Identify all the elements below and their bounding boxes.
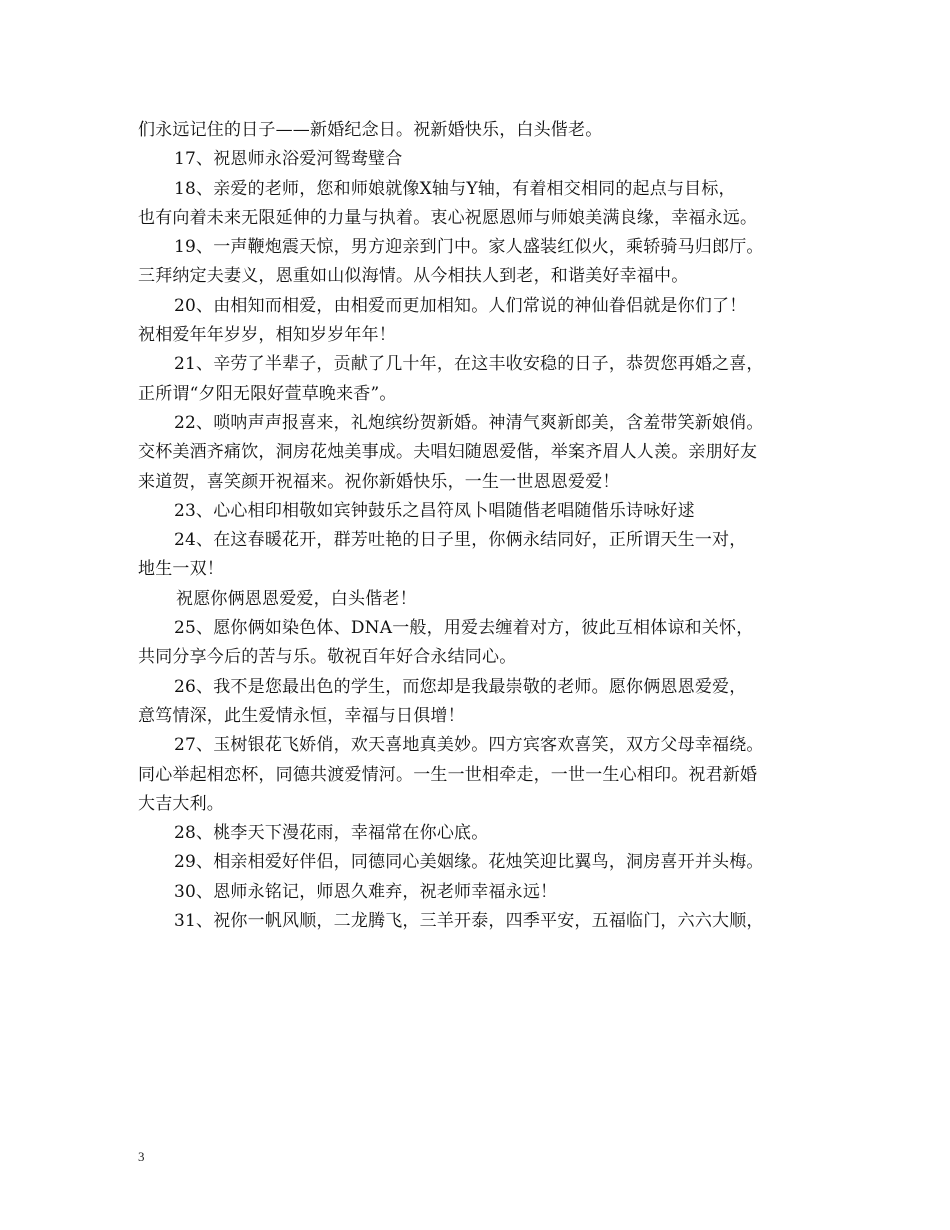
text-line: 31、祝你一帆风顺，二龙腾飞，三羊开泰，四季平安，五福临门，六六大顺， [174, 911, 764, 932]
text-line: 同心举起相恋杯，同德共渡爱情河。一生一世相牵走，一世一生心相印。祝君新婚 [138, 764, 758, 785]
text-line: 交杯美酒齐痛饮，洞房花烛美事成。夫唱妇随恩爱偕，举案齐眉人人羡。亲朋好友 [138, 442, 758, 463]
text-line: 祝相爱年年岁岁，相知岁岁年年！ [138, 325, 396, 346]
text-line: 25、愿你俩如染色体、DNA一般，用爱去缠着对方，彼此互相体谅和关怀， [174, 618, 754, 639]
text-line: 22、唢呐声声报喜来，礼炮缤纷贺新婚。神清气爽新郎美，含羞带笑新娘俏。 [174, 412, 764, 433]
text-line: 三拜纳定夫妻义，恩重如山似海情。从今相扶人到老，和谐美好幸福中。 [138, 266, 689, 287]
text-line: 来道贺，喜笑颜开祝福来。祝你新婚快乐，一生一世恩恩爱爱！ [138, 471, 620, 492]
text-line: 共同分享今后的苦与乐。敬祝百年好合永结同心。 [138, 647, 517, 668]
text-line: 29、相亲相爱好伴侣，同德同心美姻缘。花烛笑迎比翼鸟，洞房喜开并头梅。 [174, 852, 764, 873]
text-line: 26、我不是您最出色的学生，而您却是我最崇敬的老师。愿你俩恩恩爱爱， [174, 676, 747, 697]
text-line: 意笃情深，此生爱情永恒，幸福与日俱增！ [138, 705, 465, 726]
text-line: 24、在这春暖花开，群芳吐艳的日子里，你俩永结同好，正所谓天生一对， [174, 530, 747, 551]
page-number: 3 [138, 1149, 145, 1164]
document-body [138, 116, 828, 936]
text-line: 祝愿你俩恩恩爱爱，白头偕老！ [176, 588, 417, 609]
text-line: 28、桃李天下漫花雨，幸福常在你心底。 [174, 823, 489, 844]
text-line: 19、一声鞭炮震天惊，男方迎亲到门中。家人盛装红似火，乘轿骑马归郎厅。 [174, 237, 764, 258]
text-line: 23、心心相印相敬如宾钟鼓乐之昌符凤卜唱随偕老唱随偕乐诗咏好逑 [174, 500, 695, 521]
text-line: 21、辛劳了半辈子，贡献了几十年，在这丰收安稳的日子，恭贺您再婚之喜， [174, 354, 764, 375]
text-line: 18、亲爱的老师，您和师娘就像X轴与Y轴，有着相交相同的起点与目标， [174, 178, 736, 199]
text-line: 也有向着未来无限延伸的力量与执着。衷心祝愿恩师与师娘美满良缘，幸福永远。 [138, 207, 758, 228]
text-line: 17、祝恩师永浴爱河鸳鸯璧合 [174, 149, 403, 170]
text-line: 地生一双！ [138, 559, 224, 580]
text-line: 30、恩师永铭记，师恩久难弃，祝老师幸福永远！ [174, 881, 558, 902]
text-line: 们永远记住的日子——新婚纪念日。祝新婚快乐，白头偕老。 [138, 120, 603, 140]
text-line: 20、由相知而相爱，由相爱而更加相知。人们常说的神仙眷侣就是你们了！ [174, 295, 747, 316]
text-line: 正所谓“夕阳无限好萱草晚来香”。 [138, 383, 397, 404]
text-line: 27、玉树银花飞娇俏，欢天喜地真美妙。四方宾客欢喜笑，双方父母幸福绕。 [174, 735, 764, 756]
text-line: 大吉大利。 [138, 793, 224, 814]
